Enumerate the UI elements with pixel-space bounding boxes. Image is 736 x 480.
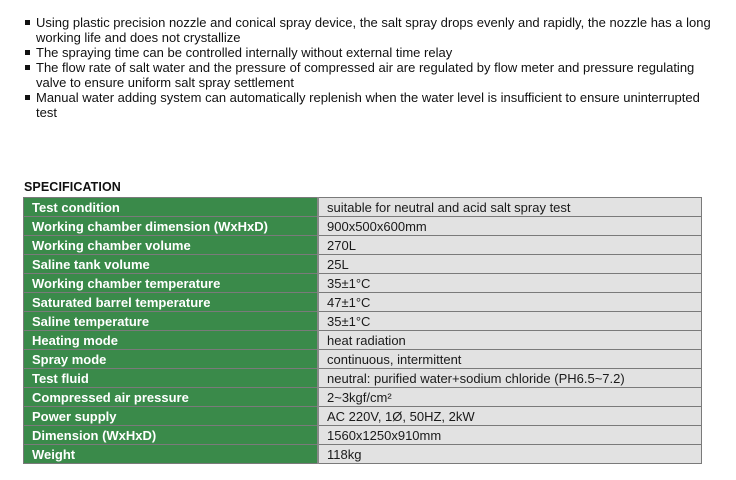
feature-list: [22, 15, 712, 120]
table-row: [24, 198, 702, 217]
table-row: [24, 293, 702, 312]
feature-text: Using plastic precision nozzle and conical spray device, the salt spray drops evenly and rapidly, the nozzle has a long working life and does not crystallize: [36, 15, 711, 45]
spec-label: Weight: [24, 445, 319, 464]
table-row: [24, 236, 702, 255]
spec-value: neutral: purified water+sodium chloride (PH6.5~7.2): [318, 369, 702, 388]
spec-value: 270L: [318, 236, 702, 255]
spec-value: 47±1°C: [318, 293, 702, 312]
bullet-square-icon: [25, 50, 30, 55]
spec-label: Dimension (WxHxD): [24, 426, 319, 445]
feature-text: The flow rate of salt water and the pressure of compressed air are regulated by flow meter and pressure regulating valve to ensure uniform salt spray settlement: [36, 60, 695, 90]
spec-label: Test condition: [24, 198, 319, 217]
spec-label: Spray mode: [24, 350, 319, 369]
table-row: [24, 331, 702, 350]
table-row: [24, 445, 702, 464]
spec-label: Working chamber temperature: [24, 274, 319, 293]
table-row: [24, 388, 702, 407]
feature-item: [22, 15, 712, 45]
spec-value: 2~3kgf/cm²: [318, 388, 702, 407]
feature-item: [22, 60, 712, 90]
spec-label: Working chamber volume: [24, 236, 319, 255]
spec-value: 1560x1250x910mm: [318, 426, 702, 445]
specification-table: [23, 197, 702, 464]
bullet-square-icon: [25, 95, 30, 100]
table-row: [24, 274, 702, 293]
spec-value: 900x500x600mm: [318, 217, 702, 236]
feature-item: [22, 45, 712, 60]
spec-label: Power supply: [24, 407, 319, 426]
spec-value: AC 220V, 1Ø, 50HZ, 2kW: [318, 407, 702, 426]
feature-text: Manual water adding system can automatically replenish when the water level is insufficient to ensure uninterrupted test: [36, 90, 700, 120]
feature-item: [22, 90, 712, 120]
table-row: [24, 255, 702, 274]
table-row: [24, 350, 702, 369]
table-row: [24, 369, 702, 388]
table-row: [24, 407, 702, 426]
spec-value: suitable for neutral and acid salt spray test: [318, 198, 702, 217]
specification-title: SPECIFICATION: [24, 180, 121, 194]
bullet-square-icon: [25, 65, 30, 70]
spec-value: 35±1°C: [318, 312, 702, 331]
spec-value: heat radiation: [318, 331, 702, 350]
spec-label: Working chamber dimension (WxHxD): [24, 217, 319, 236]
spec-value: 118kg: [318, 445, 702, 464]
spec-label: Saline tank volume: [24, 255, 319, 274]
spec-value: continuous, intermittent: [318, 350, 702, 369]
spec-value: 35±1°C: [318, 274, 702, 293]
spec-label: Test fluid: [24, 369, 319, 388]
spec-value: 25L: [318, 255, 702, 274]
table-row: [24, 217, 702, 236]
spec-label: Saturated barrel temperature: [24, 293, 319, 312]
spec-label: Saline temperature: [24, 312, 319, 331]
spec-label: Compressed air pressure: [24, 388, 319, 407]
table-row: [24, 426, 702, 445]
table-row: [24, 312, 702, 331]
feature-text: The spraying time can be controlled internally without external time relay: [36, 45, 453, 60]
bullet-square-icon: [25, 20, 30, 25]
spec-label: Heating mode: [24, 331, 319, 350]
